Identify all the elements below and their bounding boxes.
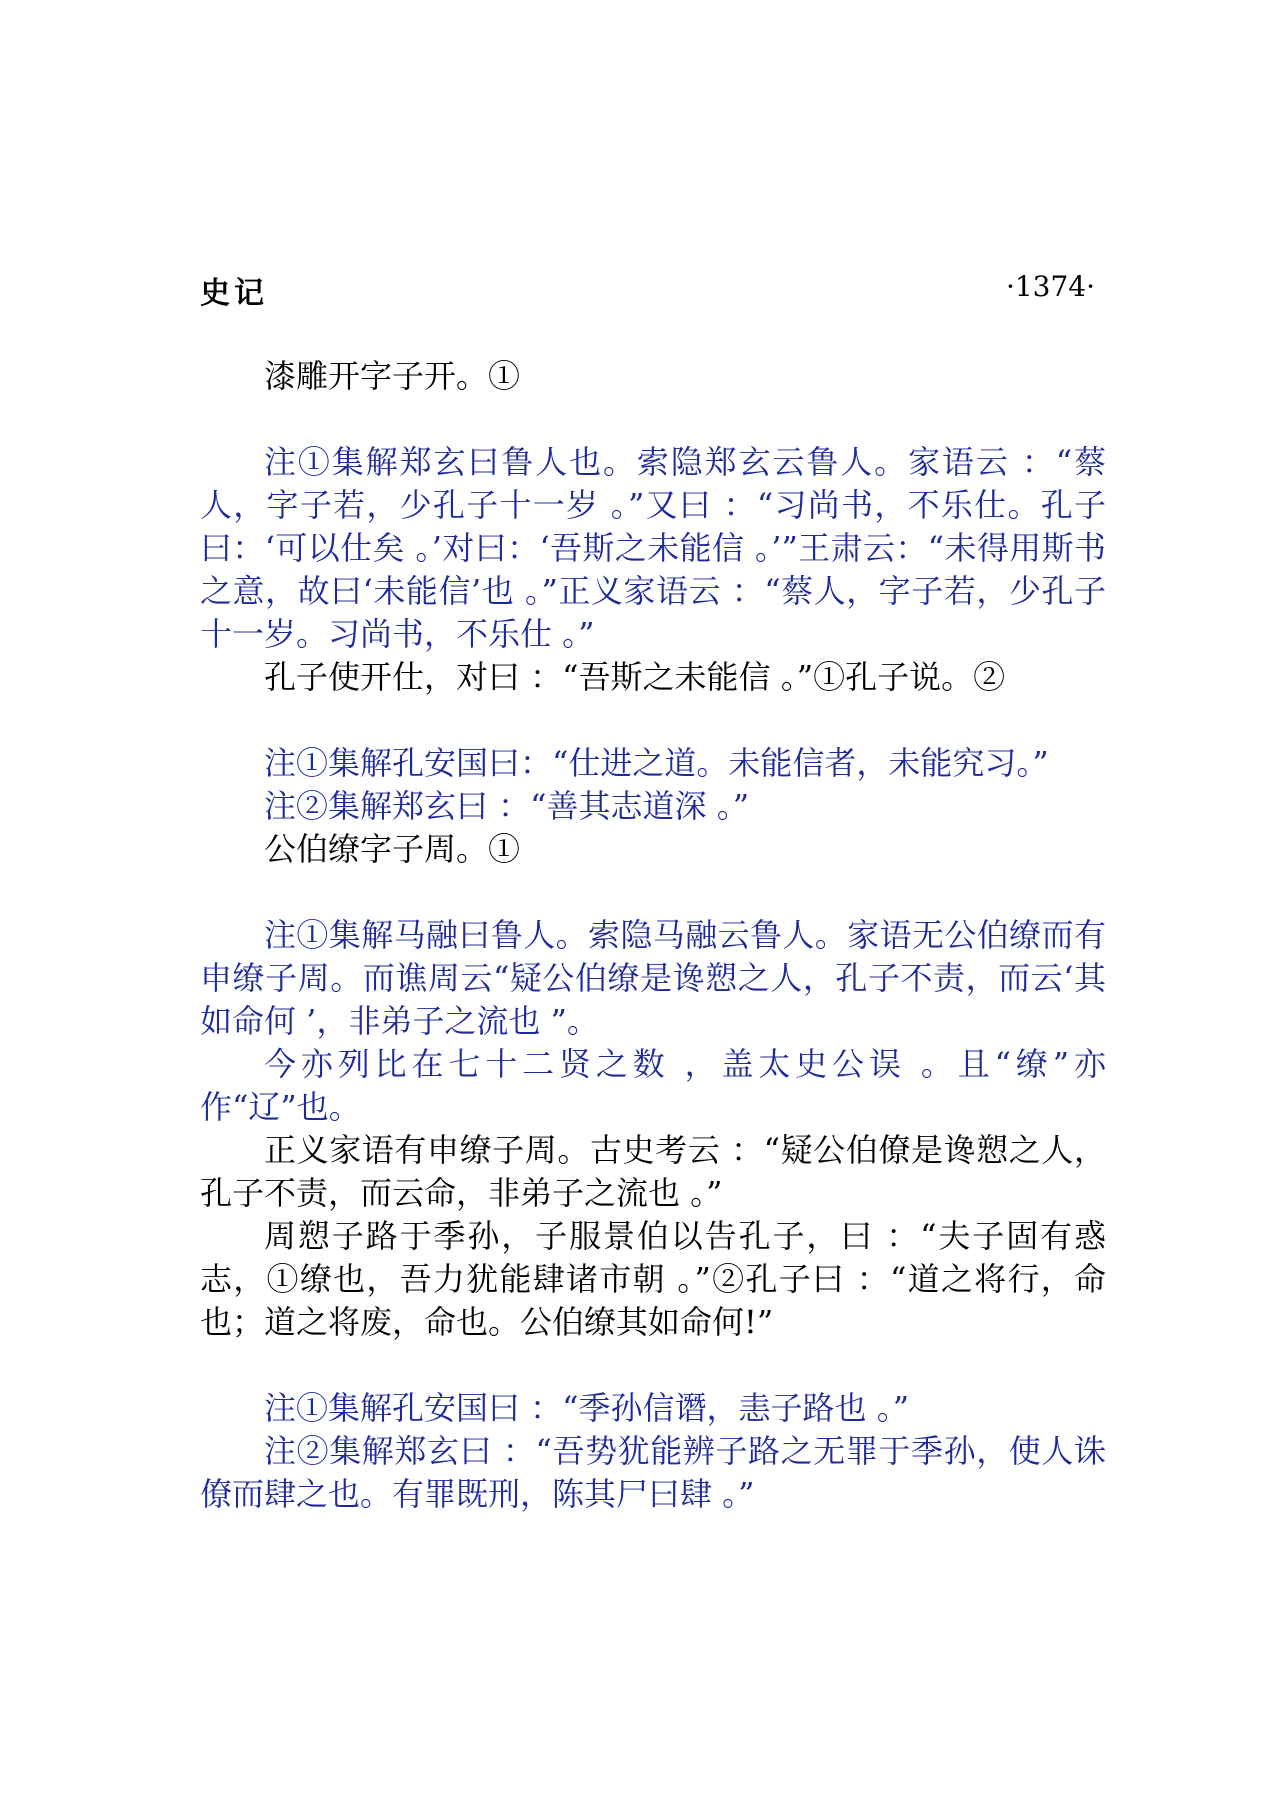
paragraph-text: 正义家语有申缭子周。古史考云 ：“疑公伯僚是谗愬之人，孔子不责，而云命，非弟子之流也 。” xyxy=(200,1131,1106,1212)
paragraph-note: 注①集解郑玄曰鲁人也。索隐郑玄云鲁人。家语云 ：“蔡人，字子若，少孔子十一岁 。”又曰 ：“习尚书，不乐仕。孔子曰：‘可以仕矣 。’对曰：‘吾斯之未能信 。’”王肃云：“未得用斯书之意，故曰‘未能信’也 。”正义家语云 ：“蔡人，字子若，少孔子十一岁。习尚书，不乐仕 。” xyxy=(200,443,1106,653)
running-title: 史记 xyxy=(200,276,268,311)
paragraph-text: 周愬子路于季孙，子服景伯以告孔子，曰 ：“夫子固有惑志，①缭也，吾力犹能肆诸市朝 。”②孔子曰 ：“道之将行，命也；道之将废，命也。公伯缭其如命何!” xyxy=(200,1217,1106,1341)
paragraph-note: 注①集解孔安国曰：“仕进之道。未能信者，未能究习。” xyxy=(264,744,1049,782)
paragraph-text: 公伯缭字子周。① xyxy=(264,830,521,868)
page-number: ·1374· xyxy=(1005,270,1095,303)
paragraph-note: 今亦列比在七十二贤之数 ，盖太史公误 。且“缭”亦作“辽”也。 xyxy=(200,1045,1106,1126)
paragraph-note: 注②集解郑玄曰 ：“吾势犹能辨子路之无罪于季孙，使人诛僚而肆之也。有罪既刑，陈其尸曰肆 。” xyxy=(200,1432,1106,1513)
paragraph-text: 孔子使开仕，对曰 ：“吾斯之未能信 。”①孔子说。② xyxy=(264,658,1006,696)
paragraph-note: 注②集解郑玄曰 ：“善其志道深 。” xyxy=(264,787,750,825)
paragraph-text: 漆雕开字子开。① xyxy=(264,357,521,395)
document-body xyxy=(200,355,1106,1516)
paragraph-note: 注①集解孔安国曰 ：“季孙信谮，恚子路也 。” xyxy=(264,1389,910,1427)
paragraph-note: 注①集解马融曰鲁人。索隐马融云鲁人。家语无公伯缭而有申缭子周。而谯周云“疑公伯缭是谗愬之人，孔子不责，而云‘其如命何 ’，非弟子之流也 ”。 xyxy=(200,916,1106,1040)
